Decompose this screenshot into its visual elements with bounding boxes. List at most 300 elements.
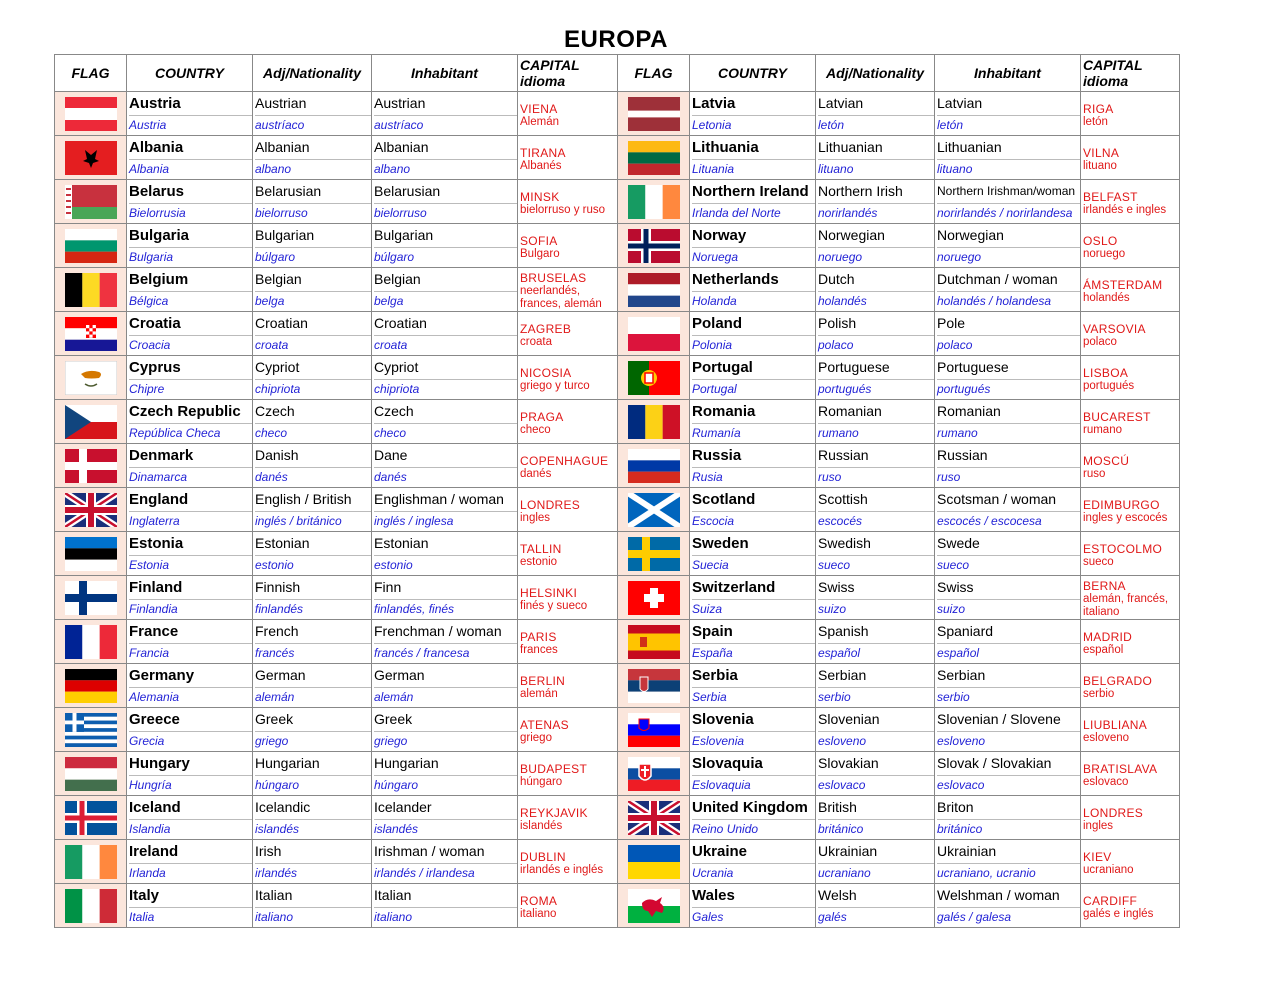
country-name-es: Dinamarca [129,467,252,487]
inhabitant-es: serbio [937,687,1080,707]
country-cell [690,488,816,532]
country-name: Slovenia [692,711,754,728]
flag-cell [618,664,690,708]
country-cell [127,884,253,928]
adj-nationality-es: británico [818,819,934,839]
country-cell [127,488,253,532]
adj-nationality-es: alemán [255,687,371,707]
inhabitant-es: estonio [374,555,517,575]
inhabitant: Hungarian [374,755,439,771]
capital-name: BRUSELAS [520,271,587,285]
country-cell [690,752,816,796]
country-name: Belgium [129,271,189,288]
flag-cell [55,796,127,840]
country-name: Iceland [129,799,181,816]
inhabitant-cell [935,576,1081,620]
country-name: Germany [129,667,195,684]
inhabitant-cell [372,664,518,708]
capital-cell [518,312,618,356]
flag-lithuania-icon [618,141,689,175]
capital-cell [518,444,618,488]
country-cell [690,664,816,708]
capital-name: PRAGA [520,409,564,424]
country-name-es: Austria [129,115,252,135]
flag-cell [618,356,690,400]
adj-nationality-es: finlandés [255,599,371,619]
header-country: COUNTRY [690,55,816,92]
inhabitant-es: chipriota [374,379,517,399]
inhabitant-es: húngaro [374,775,517,795]
adj-nationality: Northern Irish [818,183,903,199]
inhabitant-cell [372,708,518,752]
inhabitant-cell [935,180,1081,224]
country-name-es: Suiza [692,599,815,619]
capital-cell [518,664,618,708]
country-cell [690,312,816,356]
country-name-es: Eslovaquia [692,775,815,795]
table-row [55,92,1180,136]
country-name-es: República Checa [129,423,252,443]
capital-name: CARDIFF [1083,893,1138,908]
inhabitant: Slovak / Slovakian [937,755,1052,771]
capital-cell [1081,576,1180,620]
capital-cell [518,180,618,224]
countries-table [54,54,1180,928]
flag-cell [55,136,127,180]
capital-cell [1081,400,1180,444]
country-name-es: Albania [129,159,252,179]
adj-nationality: Greek [255,711,294,727]
inhabitant: Icelander [374,799,432,815]
inhabitant-es: ruso [937,467,1080,487]
country-name-es: Ucrania [692,863,815,883]
inhabitant-cell [935,136,1081,180]
inhabitant-cell [372,488,518,532]
inhabitant: Welshman / woman [937,887,1060,903]
country-name-es: Inglaterra [129,511,252,531]
inhabitant-es: inglés / inglesa [374,511,517,531]
country-name: Slovaquia [692,755,763,772]
adj-nationality-es: ruso [818,467,934,487]
country-name: Austria [129,95,181,112]
flag-uk-icon [55,493,126,527]
inhabitant-cell [372,620,518,664]
flag-cyprus-icon [55,361,126,395]
header-inhabitant: Inhabitant [935,55,1081,92]
country-name-es: Portugal [692,379,815,399]
adj-nationality-es: norirlandés [818,203,934,223]
inhabitant: Irishman / woman [374,843,485,859]
flag-france-icon [55,625,126,659]
country-name: Czech Republic [129,403,241,420]
inhabitant-es: croata [374,335,517,355]
adj-nationality-es: húngaro [255,775,371,795]
adj-nationality-es: chipriota [255,379,371,399]
capital-cell [1081,356,1180,400]
adj-nationality: French [255,623,299,639]
capital-name: KIEV [1083,849,1112,864]
capital-language: islandés [520,819,563,832]
country-cell [690,576,816,620]
capital-language: griego [520,731,552,744]
inhabitant-es: francés / francesa [374,643,517,663]
capital-language: eslovaco [1083,775,1129,788]
adj-nationality: Romanian [818,403,882,419]
inhabitant-cell [935,752,1081,796]
country-name: Spain [692,623,733,640]
country-cell [127,752,253,796]
country-cell [690,356,816,400]
capital-language: húngaro [520,775,563,788]
flag-cell [618,136,690,180]
inhabitant-cell [372,224,518,268]
adj-nationality-es: serbio [818,687,934,707]
inhabitant-es: eslovaco [937,775,1080,795]
capital-cell [518,136,618,180]
capital-language: noruego [1083,247,1126,260]
capital-language: griego y turco [520,379,590,392]
adj-nationality-es: inglés / británico [255,511,371,531]
flag-croatia-icon [55,317,126,351]
table-row [55,796,1180,840]
inhabitant-es: norirlandés / norirlandesa [937,203,1080,223]
inhabitant-cell [935,884,1081,928]
adj-nationality: Danish [255,447,299,463]
country-name: England [129,491,189,508]
capital-name: LIUBLIANA [1083,717,1148,732]
inhabitant: Czech [374,403,414,419]
capital-name: NICOSIA [520,365,572,380]
flag-scotland-icon [618,493,689,527]
table-row [55,664,1180,708]
capital-language: lituano [1083,159,1117,172]
inhabitant-cell [372,136,518,180]
country-name: Croatia [129,315,181,332]
inhabitant: Austrian [374,95,426,111]
adj-nationality-es: ucraniano [818,863,934,883]
country-name-es: Grecia [129,731,252,751]
inhabitant: Pole [937,315,966,331]
country-cell [127,576,253,620]
inhabitant-cell [372,576,518,620]
country-name: Russia [692,447,742,464]
flag-cell [618,92,690,136]
inhabitant-cell [935,92,1081,136]
capital-cell [1081,532,1180,576]
adj-nationality: Scottish [818,491,868,507]
inhabitant: Cypriot [374,359,419,375]
adj-cell [816,840,935,884]
flag-wales-icon [618,889,689,923]
capital-language: checo [520,423,551,436]
adj-nationality-es: letón [818,115,934,135]
adj-cell [816,620,935,664]
inhabitant-es: español [937,643,1080,663]
header-capital [518,55,618,92]
flag-cell [55,356,127,400]
flag-greece-icon [55,713,126,747]
flag-spain-icon [618,625,689,659]
country-cell [690,840,816,884]
flag-cell [55,664,127,708]
inhabitant-cell [935,444,1081,488]
capital-name: BUDAPEST [520,761,588,776]
adj-cell [816,884,935,928]
country-name: Estonia [129,535,184,552]
adj-cell [816,400,935,444]
adj-nationality: Austrian [255,95,307,111]
flag-cell [618,708,690,752]
capital-language: alemán, francés, italiano [1083,593,1169,618]
table-row [55,488,1180,532]
country-name-es: Alemania [129,687,252,707]
adj-nationality-es: portugués [818,379,934,399]
country-name-es: Bélgica [129,291,252,311]
adj-nationality-es: danés [255,467,371,487]
country-name: Hungary [129,755,190,772]
header-idioma-label: idioma [1083,73,1129,89]
table-row [55,708,1180,752]
adj-nationality-es: austríaco [255,115,371,135]
adj-nationality: Portuguese [818,359,890,375]
adj-nationality: Swedish [818,535,871,551]
adj-nationality: Bulgarian [255,227,315,243]
capital-cell [518,576,618,620]
flag-hungary-icon [55,757,126,791]
flag-serbia-icon [618,669,689,703]
inhabitant: Finn [374,579,402,595]
capital-name: ROMA [520,893,558,908]
adj-nationality: Italian [255,887,293,903]
capital-language: galés e inglés [1083,907,1154,920]
country-name: Sweden [692,535,749,552]
inhabitant-es: esloveno [937,731,1080,751]
country-name-es: Rusia [692,467,815,487]
adj-nationality-es: holandés [818,291,934,311]
flag-cell [618,224,690,268]
country-name-es: Islandia [129,819,252,839]
country-name-es: Chipre [129,379,252,399]
inhabitant: Albanian [374,139,429,155]
country-name: Denmark [129,447,194,464]
adj-nationality-es: albano [255,159,371,179]
country-name-es: Noruega [692,247,815,267]
capital-language: ucraniano [1083,863,1134,876]
country-name-es: Lituania [692,159,815,179]
country-cell [690,444,816,488]
country-name: Greece [129,711,180,728]
adj-nationality-es: rumano [818,423,934,443]
adj-nationality: German [255,667,306,683]
adj-nationality: Ukrainian [818,843,878,859]
inhabitant-cell [372,884,518,928]
inhabitant: Latvian [937,95,983,111]
inhabitant-es: rumano [937,423,1080,443]
adj-nationality-es: irlandés [255,863,371,883]
inhabitant: Briton [937,799,974,815]
capital-name: MINSK [520,189,560,204]
capital-language: español [1083,643,1124,656]
inhabitant: Northern Irishman/woman [937,184,1076,198]
inhabitant-es: belga [374,291,517,311]
capital-cell [518,796,618,840]
header-adj: Adj/Nationality [816,55,935,92]
inhabitant-cell [372,312,518,356]
adj-nationality-es: checo [255,423,371,443]
inhabitant-cell [372,752,518,796]
table-row [55,268,1180,312]
country-name-es: Italia [129,907,252,927]
capital-name: BRATISLAVA [1083,761,1158,776]
capital-language: estonio [520,555,558,568]
flag-norway-icon [618,229,689,263]
inhabitant-es: bielorruso [374,203,517,223]
capital-cell [1081,752,1180,796]
adj-nationality: Irish [255,843,282,859]
country-cell [127,664,253,708]
inhabitant-es: británico [937,819,1080,839]
flag-cell [55,884,127,928]
inhabitant: Belarusian [374,183,441,199]
country-name-es: Suecia [692,555,815,575]
adj-nationality-es: italiano [255,907,371,927]
country-name-es: Bielorrusia [129,203,252,223]
capital-cell [1081,444,1180,488]
country-name: Netherlands [692,271,779,288]
table-row [55,224,1180,268]
adj-cell [253,400,372,444]
adj-nationality: Lithuanian [818,139,883,155]
flag-cell [618,400,690,444]
country-cell [127,444,253,488]
header-country: COUNTRY [127,55,253,92]
adj-nationality: Belgian [255,271,302,287]
adj-cell [253,752,372,796]
flag-estonia-icon [55,537,126,571]
adj-nationality-es: croata [255,335,371,355]
capital-language: irlandés e inglés [520,863,604,876]
adj-cell [253,620,372,664]
adj-cell [816,268,935,312]
flag-cell [618,180,690,224]
adj-nationality-es: búlgaro [255,247,371,267]
inhabitant-cell [935,796,1081,840]
adj-nationality: Dutch [818,271,855,287]
country-name: Serbia [692,667,738,684]
country-name: Portugal [692,359,753,376]
capital-language: ingles [520,511,551,524]
capital-cell [1081,708,1180,752]
flag-cell [55,840,127,884]
flag-austria-icon [55,97,126,131]
adj-nationality: Spanish [818,623,869,639]
capital-name: OSLO [1083,233,1118,248]
flag-cell [618,488,690,532]
adj-nationality: Icelandic [255,799,311,815]
capital-name: ÁMSTERDAM [1083,277,1163,292]
flag-cell [55,708,127,752]
header-row [55,55,1180,92]
adj-cell [253,224,372,268]
inhabitant-es: islandés [374,819,517,839]
inhabitant-cell [935,532,1081,576]
header-capital-label: CAPITAL [520,57,580,73]
capital-cell [1081,664,1180,708]
adj-cell [253,488,372,532]
adj-cell [253,180,372,224]
country-name: Albania [129,139,184,156]
country-name-es: Francia [129,643,252,663]
capital-language: serbio [1083,687,1115,700]
adj-nationality-es: eslovaco [818,775,934,795]
capital-language: ingles [1083,819,1114,832]
capital-language: frances [520,643,558,656]
adj-nationality-es: griego [255,731,371,751]
flag-ireland-icon [55,845,126,879]
flag-portugal-icon [618,361,689,395]
capital-language: polaco [1083,335,1117,348]
adj-nationality: Swiss [818,579,855,595]
country-name-es: Gales [692,907,815,927]
adj-cell [253,444,372,488]
adj-cell [253,356,372,400]
inhabitant-es: lituano [937,159,1080,179]
adj-cell [816,444,935,488]
table-row [55,532,1180,576]
capital-language: esloveno [1083,731,1130,744]
inhabitant-es: ucraniano, ucranio [937,863,1080,883]
inhabitant-cell [372,444,518,488]
inhabitant-cell [372,92,518,136]
capital-name: BERLIN [520,673,566,688]
capital-name: LONDRES [520,497,581,512]
capital-cell [1081,180,1180,224]
page-title: EUROPA [564,26,668,53]
flag-russia-icon [618,449,689,483]
adj-nationality: Polish [818,315,857,331]
inhabitant-cell [372,400,518,444]
adj-nationality: Norwegian [818,227,885,243]
flag-cell [55,620,127,664]
country-name-es: Bulgaria [129,247,252,267]
inhabitant-cell [935,488,1081,532]
flag-cell [55,180,127,224]
adj-nationality: British [818,799,857,815]
inhabitant-es: noruego [937,247,1080,267]
capital-cell [518,884,618,928]
country-cell [127,356,253,400]
flag-netherlands-icon [618,273,689,307]
country-name: Norway [692,227,747,244]
country-name: Cyprus [129,359,181,376]
country-name: Latvia [692,95,736,112]
country-cell [690,708,816,752]
inhabitant-es: irlandés / irlandesa [374,863,517,883]
country-cell [690,92,816,136]
capital-name: REYKJAVIK [520,805,588,820]
country-cell [690,620,816,664]
flag-cell [55,268,127,312]
country-name-es: Croacia [129,335,252,355]
inhabitant: Russian [937,447,988,463]
country-name-es: España [692,643,815,663]
inhabitant-es: galés / galesa [937,907,1080,927]
header-flag: FLAG [55,55,127,92]
country-name: Lithuania [692,139,759,156]
adj-nationality: Slovakian [818,755,879,771]
capital-name: BELGRADO [1083,673,1153,688]
adj-nationality-es: suizo [818,599,934,619]
